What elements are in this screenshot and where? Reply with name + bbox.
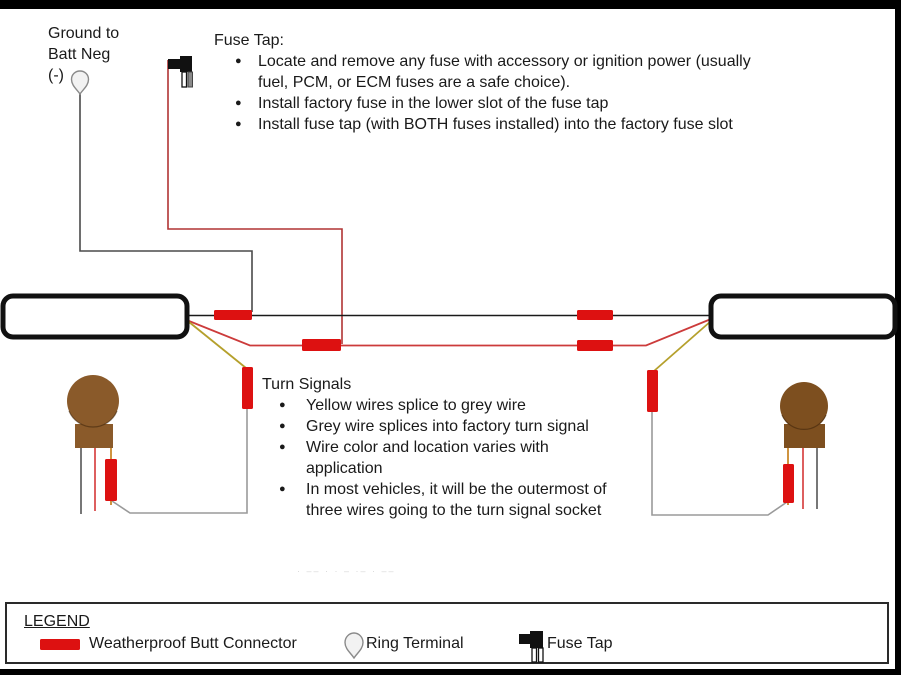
- right-grey-splice-wire: [652, 411, 787, 515]
- right-light-bar: [711, 296, 895, 337]
- fuse-tap-body: [530, 631, 543, 648]
- ground-label-line: (-): [48, 67, 64, 84]
- bullet-icon: ●: [279, 399, 286, 411]
- bullet-line: Yellow wires splice to grey wire: [306, 397, 526, 414]
- butt-connector-left-socket: [105, 459, 117, 501]
- ground-label-line: Batt Neg: [48, 46, 111, 63]
- fuse-tap-icon-body: [180, 56, 192, 72]
- bullet-line: application: [306, 460, 383, 477]
- butt-connector-right-socket: [783, 464, 794, 503]
- left-socket-body: [75, 424, 113, 448]
- bullet-line: Install factory fuse in the lower slot of the fuse tap: [258, 95, 609, 112]
- butt-connector-right-red: [577, 340, 613, 351]
- bullet-line: Grey wire splices into factory turn signal: [306, 418, 589, 435]
- bullet-icon: ●: [235, 97, 242, 109]
- faint-print-artifact: · –– · · – ·– · ––: [297, 566, 396, 576]
- bullet-icon: ●: [279, 483, 286, 495]
- list-item: [214, 51, 751, 93]
- fuse-tap-legend-icon: [517, 627, 547, 663]
- fuse-tap-title: Fuse Tap:: [214, 32, 284, 49]
- main-red-wire: [189, 319, 711, 346]
- bullet-line: Locate and remove any fuse with accessory or ignition power (usually: [258, 53, 751, 70]
- bullet-icon: ●: [279, 441, 286, 453]
- butt-connector-swatch: [40, 639, 80, 650]
- fuse-tap-icon: [168, 56, 193, 87]
- ground-label-line: Ground to: [48, 25, 120, 42]
- ring-terminal-legend-icon: [344, 632, 364, 659]
- list-item: [262, 395, 607, 416]
- left-grey-splice-wire: [112, 409, 247, 513]
- bullet-line: Wire color and location varies with: [306, 439, 549, 456]
- butt-connector-right-black: [577, 310, 613, 320]
- butt-connector-left-black: [214, 310, 252, 320]
- fuse-tap-prong-right: [539, 648, 544, 662]
- fuse-tap-icon-prong-left: [182, 72, 187, 87]
- butt-connector-left-yellow: [242, 367, 253, 409]
- bullet-line: three wires going to the turn signal socket: [306, 502, 602, 519]
- fuse-tap-section: [214, 30, 751, 135]
- bullet-line: fuel, PCM, or ECM fuses are a safe choice).: [258, 74, 571, 91]
- list-item: [262, 416, 607, 437]
- list-item: [214, 93, 751, 114]
- bullet-line: In most vehicles, it will be the outermost of: [306, 481, 607, 498]
- legend-butt-connector-label: Weatherproof Butt Connector: [89, 635, 297, 652]
- fuse-tap-prong-left: [532, 648, 537, 662]
- left-light-bar: [3, 296, 187, 337]
- legend-box: [5, 602, 889, 664]
- ring-terminal-shape: [345, 633, 363, 658]
- legend-title: LEGEND: [24, 613, 90, 630]
- butt-connector-legend-icon: [40, 639, 80, 650]
- left-yellow-wire: [189, 322, 246, 368]
- turn-signals-section: [262, 374, 607, 521]
- legend-fuse-tap-label: Fuse Tap: [547, 635, 613, 652]
- turn-signals-title: Turn Signals: [262, 376, 352, 393]
- fuse-tap-icon-notch: [168, 59, 182, 69]
- list-item: [262, 479, 607, 521]
- bullet-line: Install fuse tap (with BOTH fuses installed) into the factory fuse slot: [258, 116, 733, 133]
- bullet-icon: ●: [235, 118, 242, 130]
- butt-connector-right-yellow: [647, 370, 658, 412]
- butt-connector-left-red: [302, 339, 341, 351]
- legend-ring-terminal-label: Ring Terminal: [366, 635, 464, 652]
- bullet-icon: ●: [279, 420, 286, 432]
- fuse-tap-icon-prong-right: [188, 72, 193, 87]
- list-item: [214, 114, 751, 135]
- right-yellow-wire: [654, 321, 711, 371]
- bullet-icon: ●: [235, 55, 242, 67]
- ground-label: [48, 23, 119, 86]
- list-item: [262, 437, 607, 479]
